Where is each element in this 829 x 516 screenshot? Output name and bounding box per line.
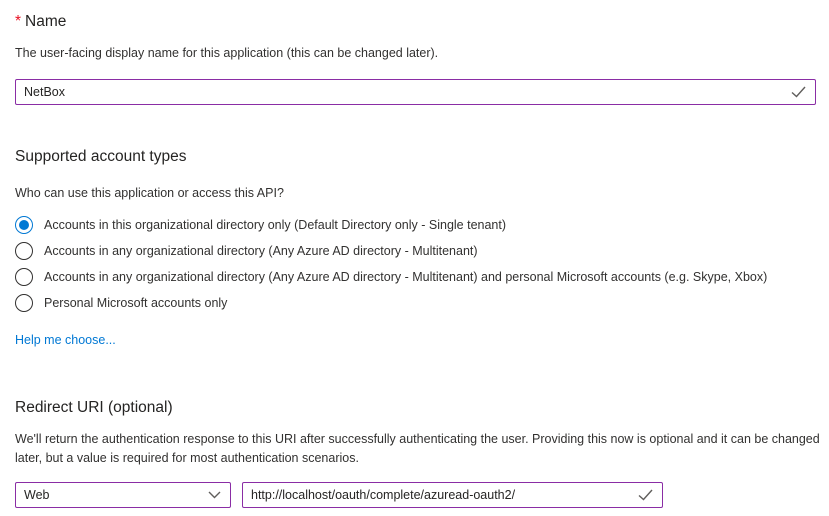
- platform-select-dropdown[interactable]: [15, 482, 231, 508]
- name-input[interactable]: [16, 80, 791, 104]
- redirect-uri-description: We'll return the authentication response to this URI after successfully authenticating the user. Providing this now is optional and it can be changed later, but a value is required for most authentication scenarios.: [15, 432, 820, 465]
- redirect-uri-row: [15, 482, 816, 508]
- platform-select-value: Web: [24, 488, 50, 502]
- account-types-title: Supported account types: [15, 148, 187, 165]
- radio-button-icon[interactable]: [15, 242, 33, 260]
- help-me-choose-link[interactable]: Help me choose...: [15, 333, 116, 347]
- radio-option-personal-only[interactable]: [15, 290, 816, 316]
- valid-checkmark-icon: [791, 86, 815, 98]
- redirect-uri-input[interactable]: [243, 483, 638, 507]
- required-asterisk: *: [15, 13, 22, 30]
- radio-option-label: Personal Microsoft accounts only: [44, 296, 228, 310]
- redirect-uri-title: Redirect URI (optional): [15, 399, 173, 416]
- radio-option-label: Accounts in any organizational directory (Any Azure AD directory - Multitenant) and personal Microsoft accounts (e.g. Skype, Xbox): [44, 270, 768, 284]
- account-types-question: Who can use this application or access this API?: [15, 186, 284, 200]
- radio-button-icon[interactable]: [15, 216, 33, 234]
- chevron-down-icon: [208, 491, 221, 499]
- name-description: The user-facing display name for this application (this can be changed later).: [15, 46, 439, 60]
- account-types-radio-group: [15, 212, 816, 316]
- radio-option-multitenant-personal[interactable]: [15, 264, 816, 290]
- name-input-container: [15, 79, 816, 105]
- radio-option-label: Accounts in any organizational directory (Any Azure AD directory - Multitenant): [44, 244, 478, 258]
- name-section-title: [15, 12, 816, 32]
- radio-option-single-tenant[interactable]: [15, 212, 816, 238]
- redirect-uri-input-container: [242, 482, 663, 508]
- radio-option-label: Accounts in this organizational directory only (Default Directory only - Single tenant): [44, 218, 507, 232]
- radio-option-multitenant[interactable]: [15, 238, 816, 264]
- valid-checkmark-icon: [638, 489, 662, 501]
- radio-button-icon[interactable]: [15, 268, 33, 286]
- name-title-text: Name: [25, 13, 67, 30]
- radio-button-icon[interactable]: [15, 294, 33, 312]
